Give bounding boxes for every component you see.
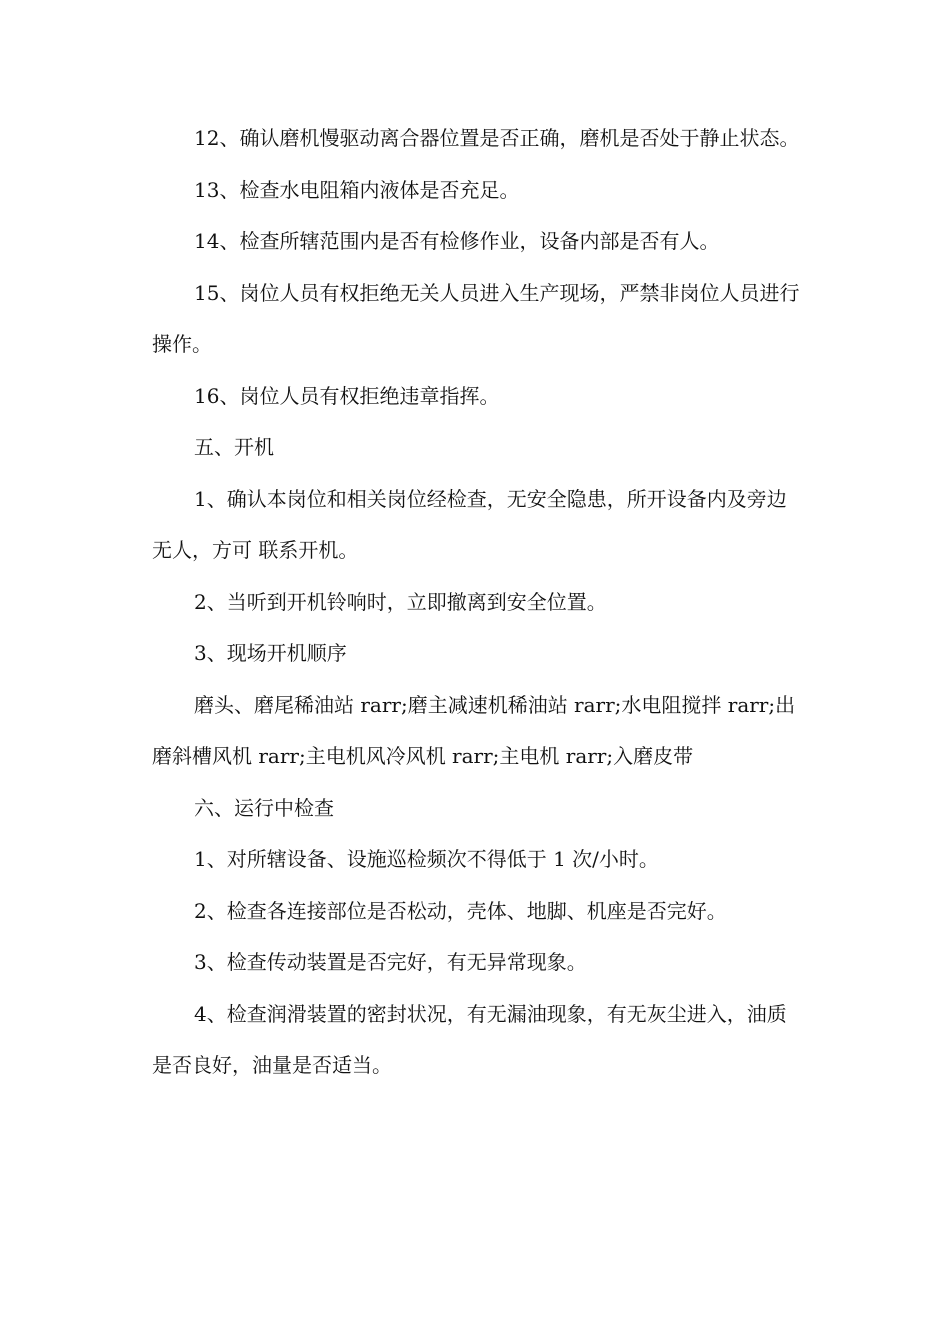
paragraph-startup-2: 2、当听到开机铃响时，立即撤离到安全位置。 <box>194 589 607 614</box>
paragraph-check-2: 2、检查各连接部位是否松动，壳体、地脚、机座是否完好。 <box>194 898 727 923</box>
paragraph-startup-sequence: 磨头、磨尾稀油站 rarr;磨主减速机稀油站 rarr;水电阻搅拌 rarr;出磨斜槽风机 rarr;主电机风冷风机 rarr;主电机 rarr;入磨皮带 <box>152 692 796 768</box>
paragraph-check-4: 4、检查润滑装置的密封状况，有无漏油现象，有无灰尘进入，油质是否良好，油量是否适当。 <box>152 1001 787 1077</box>
paragraph-item-12: 12、确认磨机慢驱动离合器位置是否正确，磨机是否处于静止状态。 <box>194 126 800 150</box>
paragraph-item-15: 15、岗位人员有权拒绝无关人员进入生产现场，严禁非岗位人员进行操作。 <box>152 280 800 356</box>
paragraph-startup-1: 1、确认本岗位和相关岗位经检查，无安全隐患，所开设备内及旁边无人，方可 联系开机。 <box>152 486 787 562</box>
paragraph-startup-3: 3、现场开机顺序 <box>194 641 347 665</box>
paragraph-item-16: 16、岗位人员有权拒绝违章指挥。 <box>194 383 500 408</box>
paragraph-check-3: 3、检查传动装置是否完好，有无异常现象。 <box>194 950 587 974</box>
section-heading-running-check: 六、运行中检查 <box>194 795 334 820</box>
paragraph-item-14: 14、检查所辖范围内是否有检修作业，设备内部是否有人。 <box>194 229 720 253</box>
document-body <box>152 113 802 1092</box>
paragraph-item-13: 13、检查水电阻箱内液体是否充足。 <box>194 177 520 202</box>
paragraph-check-1: 1、对所辖设备、设施巡检频次不得低于 1 次/小时。 <box>194 847 659 871</box>
section-heading-startup: 五、开机 <box>194 435 274 459</box>
